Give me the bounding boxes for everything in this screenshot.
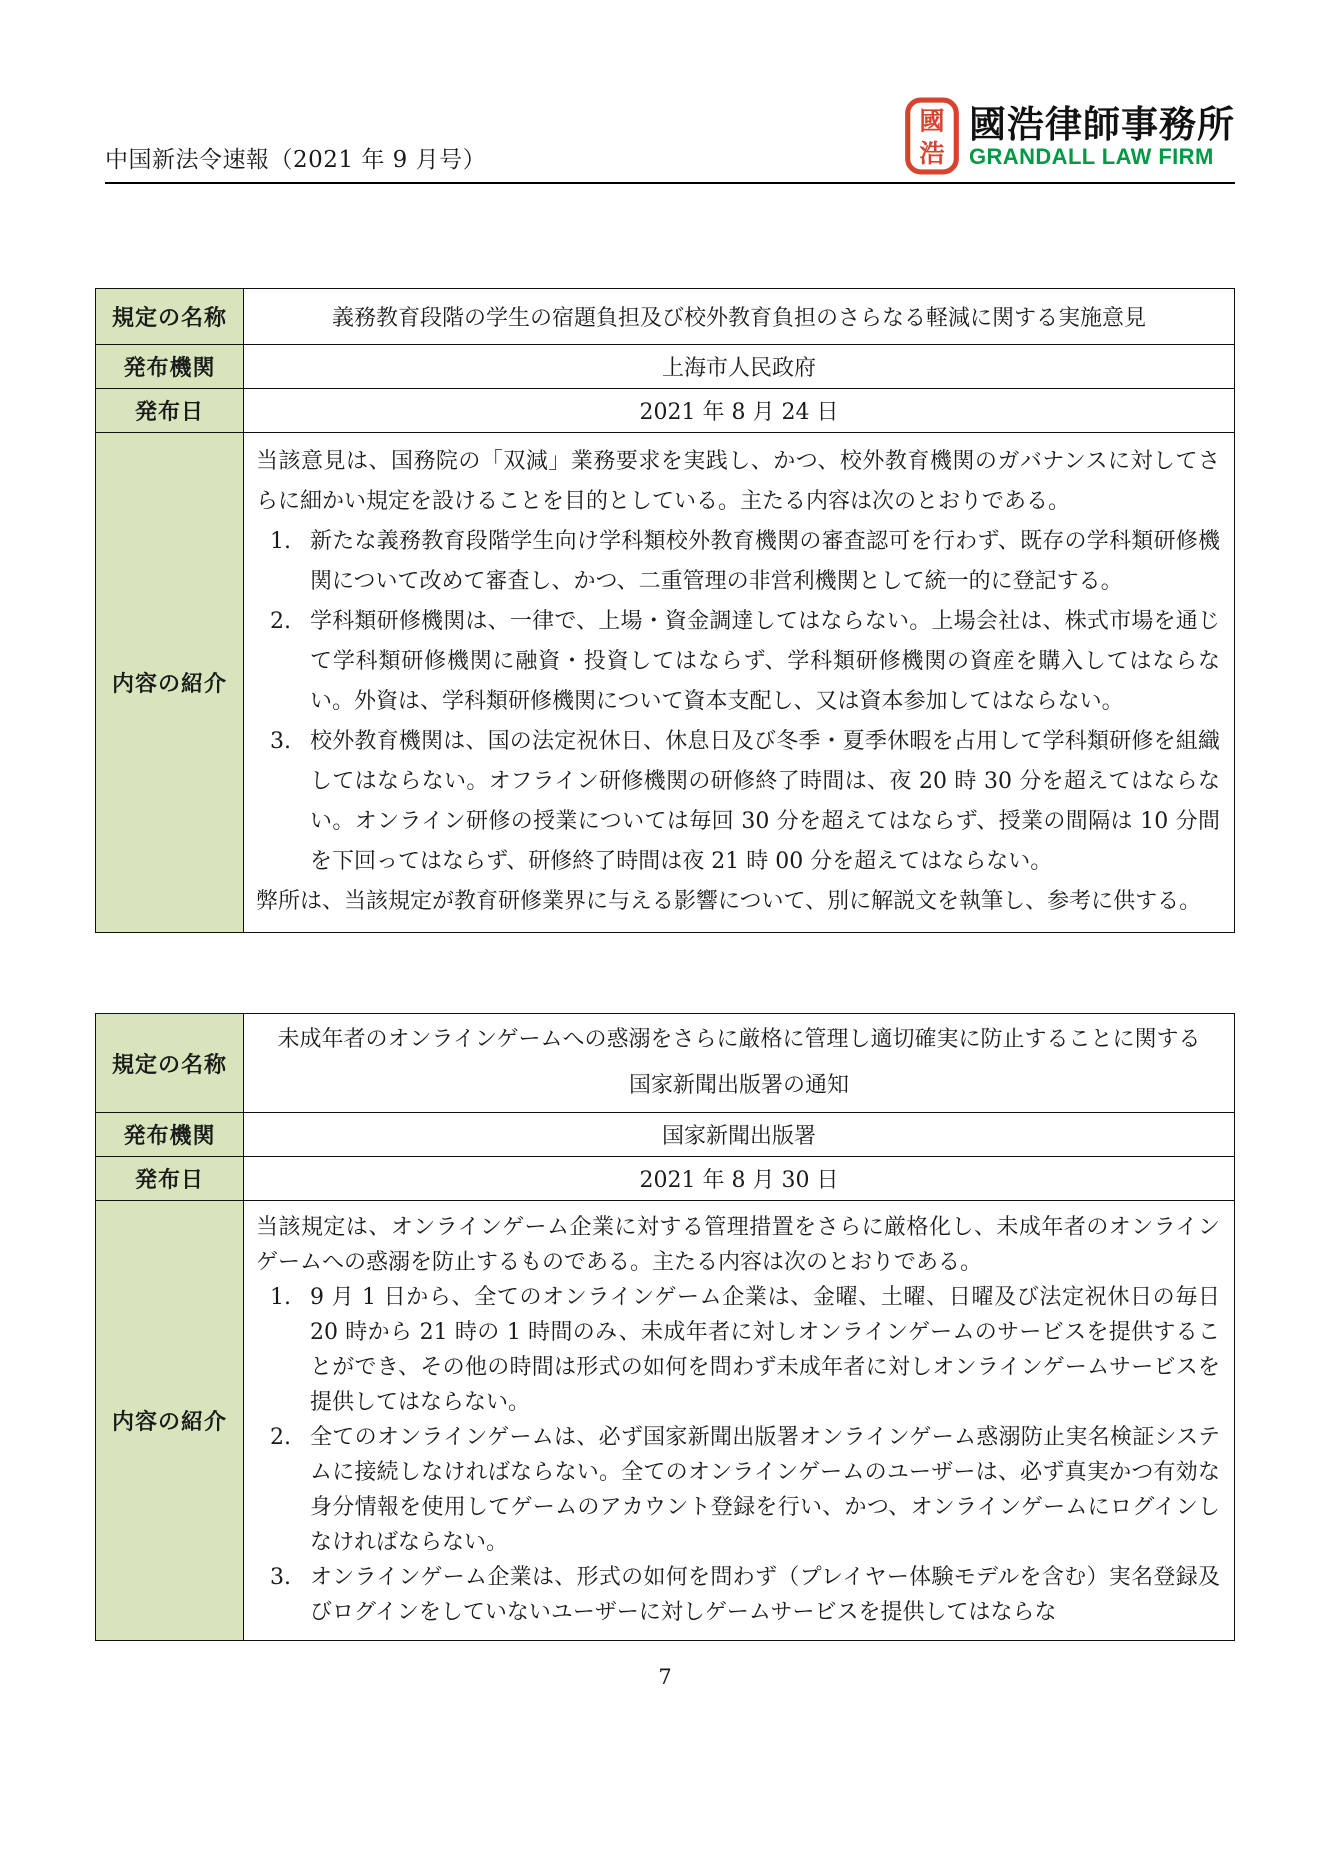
- issuing-agency-value: 国家新聞出版署: [244, 1113, 1235, 1157]
- regulation-name-value: 未成年者のオンラインゲームへの惑溺をさらに厳格に管理し適切確実に防止することに関する国家新聞出版署の通知: [244, 1014, 1235, 1113]
- firm-name-en: GRANDALL LAW FIRM: [969, 144, 1214, 170]
- label-issuing-agency: 発布機関: [96, 345, 244, 389]
- firm-name-cjk: 國浩律師事務所: [969, 101, 1235, 146]
- label-regulation-name: 規定の名称: [96, 289, 244, 345]
- label-issuing-agency: 発布機関: [96, 1113, 244, 1157]
- table-row: [96, 289, 1235, 345]
- issue-date-value: 2021 年 8 月 30 日: [244, 1157, 1235, 1201]
- regulation-table-2: [95, 1013, 1235, 1641]
- list-item-number: 1.: [270, 529, 291, 554]
- table-row: [96, 389, 1235, 433]
- issuing-agency-value: 上海市人民政府: [244, 345, 1235, 389]
- regulation-table-1: [95, 288, 1235, 933]
- logo-text: [969, 103, 1235, 170]
- list-item-number: 2.: [270, 1425, 291, 1450]
- table-row: [96, 433, 1235, 933]
- label-content-intro: 内容の紹介: [96, 433, 244, 933]
- list-item: [256, 1560, 1220, 1630]
- content-intro-cell: [244, 433, 1235, 933]
- svg-text:國: 國: [919, 105, 945, 136]
- list-item: [256, 1420, 1220, 1560]
- list-item: [256, 1280, 1220, 1420]
- svg-text:浩: 浩: [919, 138, 945, 169]
- list-item-number: 1.: [270, 1285, 291, 1310]
- label-content-intro: 内容の紹介: [96, 1201, 244, 1641]
- newsletter-title: 中国新法令速報（2021 年 9 月号）: [105, 147, 487, 173]
- label-issue-date: 発布日: [96, 1157, 244, 1201]
- list-item-number: 2.: [270, 609, 291, 634]
- table-row: [96, 1201, 1235, 1641]
- list-item: [256, 522, 1220, 602]
- table-row: [96, 345, 1235, 389]
- list-item-text: 学科類研修機関は、一律で、上場・資金調達してはならない。上場会社は、株式市場を通じて学科類研修機関に融資・投資してはならず、学科類研修機関の資産を購入してはならない。外資は、学科類研修機関について資本支配し、又は資本参加してはならない。: [310, 609, 1220, 714]
- list-item-text: 全てのオンラインゲームは、必ず国家新聞出版署オンラインゲーム惑溺防止実名検証システムに接続しなければならない。全てのオンラインゲームのユーザーは、必ず真実かつ有効な身分情報を使用してゲームのアカウント登録を行い、かつ、オンラインゲームにログインしなければならない。: [310, 1425, 1220, 1555]
- page-number: 7: [658, 1665, 672, 1689]
- list-item-text: 新たな義務教育段階学生向け学科類校外教育機関の審査認可を行わず、既存の学科類研修機関について改めて審査し、かつ、二重管理の非営利機関として統一的に登記する。: [310, 529, 1220, 594]
- content-intro-paragraph: 当該規定は、オンラインゲーム企業に対する管理措置をさらに厳格化し、未成年者のオンラインゲームへの惑溺を防止するものである。主たる内容は次のとおりである。: [256, 1215, 1220, 1275]
- content-closing-paragraph: 弊所は、当該規定が教育研修業界に与える影響について、別に解説文を執筆し、参考に供する。: [256, 889, 1202, 914]
- label-issue-date: 発布日: [96, 389, 244, 433]
- grandall-logo: [904, 96, 1235, 176]
- table-row: [96, 1014, 1235, 1113]
- list-item-text: オンラインゲーム企業は、形式の如何を問わず（プレイヤー体験モデルを含む）実名登録及びログインをしていないユーザーに対しゲームサービスを提供してはならな: [310, 1565, 1220, 1625]
- grandall-seal-icon: [904, 96, 960, 176]
- list-item-text: 校外教育機関は、国の法定祝休日、休息日及び冬季・夏季休暇を占用して学科類研修を組織してはならない。オフライン研修機関の研修終了時間は、夜 20 時 30 分を超えてはならない。オンライン研修の授業については毎回 30 分を超えてはならず、授業の間隔は 10 分間を下回ってはならず、研修終了時間は夜 21 時 00 分を超えてはならない。: [310, 729, 1220, 874]
- content-intro-cell: [244, 1201, 1235, 1641]
- content-intro-paragraph: 当該意見は、国務院の「双減」業務要求を実践し、かつ、校外教育機関のガバナンスに対してさらに細かい規定を設けることを目的としている。主たる内容は次のとおりである。: [256, 449, 1220, 514]
- list-item-number: 3.: [270, 1565, 291, 1590]
- list-item-number: 3.: [270, 729, 291, 754]
- regulation-name-value: 義務教育段階の学生の宿題負担及び校外教育負担のさらなる軽減に関する実施意見: [244, 289, 1235, 345]
- list-item: [256, 602, 1220, 722]
- page-header: [105, 0, 1235, 184]
- label-regulation-name: 規定の名称: [96, 1014, 244, 1113]
- issue-date-value: 2021 年 8 月 24 日: [244, 389, 1235, 433]
- table-row: [96, 1113, 1235, 1157]
- list-item-text: 9 月 1 日から、全てのオンラインゲーム企業は、金曜、土曜、日曜及び法定祝休日の毎日 20 時から 21 時の 1 時間のみ、未成年者に対しオンラインゲームのサービスを提供することができ、その他の時間は形式の如何を問わず未成年者に対しオンラインゲームサービスを提供してはならない。: [310, 1285, 1220, 1415]
- list-item: [256, 722, 1220, 882]
- table-row: [96, 1157, 1235, 1201]
